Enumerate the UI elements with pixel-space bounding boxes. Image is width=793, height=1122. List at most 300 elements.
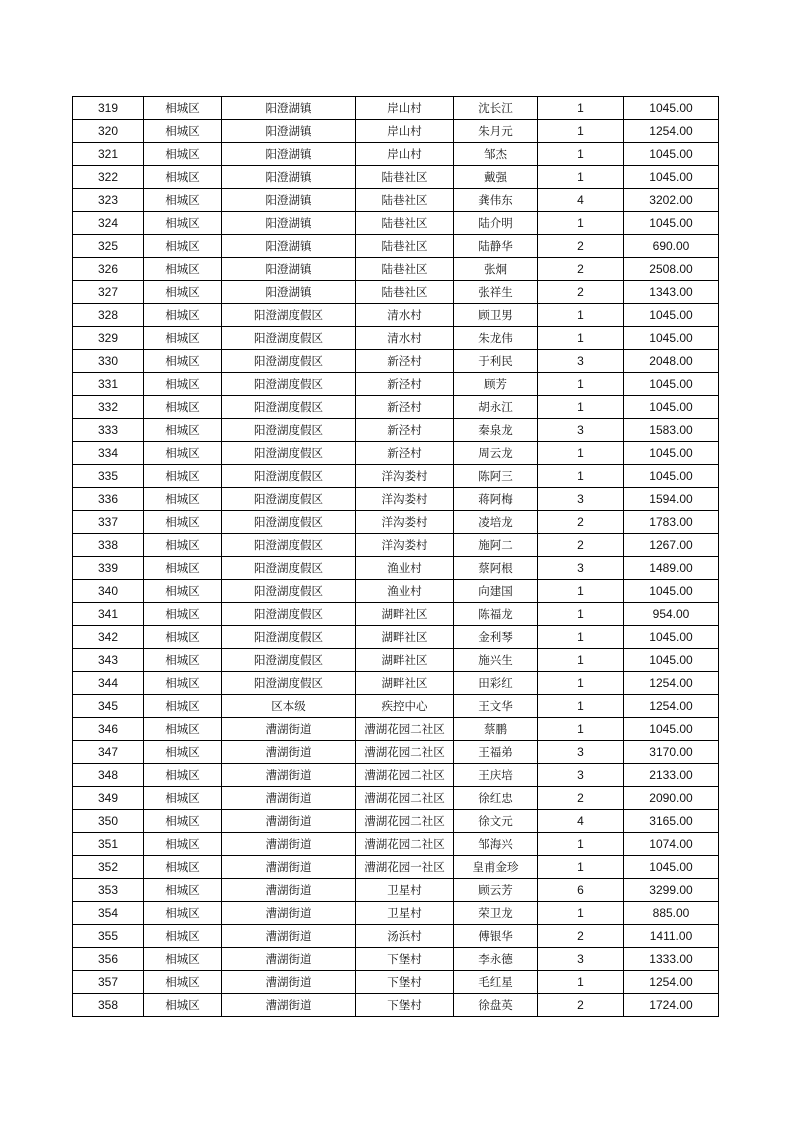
table-row xyxy=(73,350,719,373)
cell-village: 渔业村 xyxy=(356,557,454,580)
cell-name: 傅银华 xyxy=(454,925,538,948)
cell-name: 蒋阿梅 xyxy=(454,488,538,511)
cell-number: 337 xyxy=(73,511,144,534)
cell-village: 漕湖花园二社区 xyxy=(356,810,454,833)
cell-name: 李永德 xyxy=(454,948,538,971)
cell-village: 卫星村 xyxy=(356,902,454,925)
table-row xyxy=(73,557,719,580)
cell-village: 渔业村 xyxy=(356,580,454,603)
cell-village: 漕湖花园二社区 xyxy=(356,764,454,787)
cell-number: 338 xyxy=(73,534,144,557)
cell-village: 湖畔社区 xyxy=(356,603,454,626)
cell-amount: 1343.00 xyxy=(624,281,719,304)
cell-district: 相城区 xyxy=(144,419,222,442)
cell-town: 漕湖街道 xyxy=(222,879,356,902)
table-row xyxy=(73,833,719,856)
table-row xyxy=(73,373,719,396)
cell-amount: 1045.00 xyxy=(624,373,719,396)
cell-district: 相城区 xyxy=(144,580,222,603)
cell-number: 340 xyxy=(73,580,144,603)
cell-amount: 1724.00 xyxy=(624,994,719,1017)
cell-amount: 1783.00 xyxy=(624,511,719,534)
cell-name: 龚伟东 xyxy=(454,189,538,212)
cell-number: 335 xyxy=(73,465,144,488)
cell-count: 2 xyxy=(538,258,624,281)
cell-village: 漕湖花园二社区 xyxy=(356,787,454,810)
cell-count: 1 xyxy=(538,120,624,143)
cell-village: 陆巷社区 xyxy=(356,235,454,258)
cell-amount: 3165.00 xyxy=(624,810,719,833)
table-row xyxy=(73,327,719,350)
cell-count: 4 xyxy=(538,810,624,833)
cell-town: 阳澄湖度假区 xyxy=(222,511,356,534)
cell-name: 金利琴 xyxy=(454,626,538,649)
cell-town: 阳澄湖镇 xyxy=(222,97,356,120)
cell-name: 陈阿三 xyxy=(454,465,538,488)
cell-district: 相城区 xyxy=(144,672,222,695)
cell-number: 319 xyxy=(73,97,144,120)
cell-district: 相城区 xyxy=(144,511,222,534)
table-row xyxy=(73,787,719,810)
cell-village: 陆巷社区 xyxy=(356,281,454,304)
cell-district: 相城区 xyxy=(144,442,222,465)
cell-name: 徐盘英 xyxy=(454,994,538,1017)
cell-count: 1 xyxy=(538,166,624,189)
cell-number: 352 xyxy=(73,856,144,879)
cell-district: 相城区 xyxy=(144,833,222,856)
cell-number: 346 xyxy=(73,718,144,741)
table-body xyxy=(73,97,719,1017)
cell-count: 1 xyxy=(538,695,624,718)
cell-amount: 1045.00 xyxy=(624,166,719,189)
table-row xyxy=(73,189,719,212)
cell-number: 348 xyxy=(73,764,144,787)
cell-count: 2 xyxy=(538,534,624,557)
cell-count: 3 xyxy=(538,764,624,787)
cell-village: 新泾村 xyxy=(356,373,454,396)
cell-number: 334 xyxy=(73,442,144,465)
cell-number: 344 xyxy=(73,672,144,695)
cell-count: 1 xyxy=(538,97,624,120)
cell-count: 1 xyxy=(538,626,624,649)
cell-district: 相城区 xyxy=(144,971,222,994)
cell-amount: 1045.00 xyxy=(624,327,719,350)
cell-count: 3 xyxy=(538,419,624,442)
cell-town: 漕湖街道 xyxy=(222,718,356,741)
table-row xyxy=(73,442,719,465)
cell-amount: 2133.00 xyxy=(624,764,719,787)
cell-name: 凌培龙 xyxy=(454,511,538,534)
cell-village: 陆巷社区 xyxy=(356,166,454,189)
cell-name: 周云龙 xyxy=(454,442,538,465)
cell-district: 相城区 xyxy=(144,281,222,304)
cell-district: 相城区 xyxy=(144,327,222,350)
cell-district: 相城区 xyxy=(144,488,222,511)
cell-count: 3 xyxy=(538,948,624,971)
cell-district: 相城区 xyxy=(144,212,222,235)
cell-count: 6 xyxy=(538,879,624,902)
table-row xyxy=(73,212,719,235)
cell-name: 施兴生 xyxy=(454,649,538,672)
cell-village: 湖畔社区 xyxy=(356,672,454,695)
cell-village: 下堡村 xyxy=(356,971,454,994)
cell-district: 相城区 xyxy=(144,764,222,787)
cell-name: 胡永江 xyxy=(454,396,538,419)
table-row xyxy=(73,902,719,925)
cell-town: 漕湖街道 xyxy=(222,994,356,1017)
cell-town: 阳澄湖度假区 xyxy=(222,350,356,373)
cell-count: 1 xyxy=(538,971,624,994)
cell-town: 阳澄湖度假区 xyxy=(222,488,356,511)
cell-number: 329 xyxy=(73,327,144,350)
cell-name: 顾芳 xyxy=(454,373,538,396)
cell-amount: 1489.00 xyxy=(624,557,719,580)
cell-number: 345 xyxy=(73,695,144,718)
cell-amount: 954.00 xyxy=(624,603,719,626)
cell-count: 3 xyxy=(538,350,624,373)
cell-district: 相城区 xyxy=(144,856,222,879)
cell-number: 333 xyxy=(73,419,144,442)
cell-count: 1 xyxy=(538,442,624,465)
cell-town: 漕湖街道 xyxy=(222,810,356,833)
cell-town: 阳澄湖镇 xyxy=(222,212,356,235)
cell-count: 1 xyxy=(538,580,624,603)
cell-amount: 1074.00 xyxy=(624,833,719,856)
cell-count: 3 xyxy=(538,557,624,580)
cell-district: 相城区 xyxy=(144,810,222,833)
cell-district: 相城区 xyxy=(144,258,222,281)
table-row xyxy=(73,488,719,511)
cell-district: 相城区 xyxy=(144,879,222,902)
cell-town: 阳澄湖镇 xyxy=(222,189,356,212)
cell-district: 相城区 xyxy=(144,649,222,672)
cell-village: 新泾村 xyxy=(356,419,454,442)
table-row xyxy=(73,718,719,741)
cell-number: 320 xyxy=(73,120,144,143)
cell-amount: 885.00 xyxy=(624,902,719,925)
cell-count: 3 xyxy=(538,488,624,511)
cell-town: 漕湖街道 xyxy=(222,856,356,879)
cell-district: 相城区 xyxy=(144,396,222,419)
cell-town: 阳澄湖度假区 xyxy=(222,304,356,327)
cell-name: 蔡阿根 xyxy=(454,557,538,580)
cell-amount: 1045.00 xyxy=(624,856,719,879)
cell-village: 洋沟娄村 xyxy=(356,488,454,511)
cell-name: 张炯 xyxy=(454,258,538,281)
cell-town: 阳澄湖度假区 xyxy=(222,419,356,442)
cell-district: 相城区 xyxy=(144,902,222,925)
cell-town: 阳澄湖度假区 xyxy=(222,327,356,350)
cell-count: 2 xyxy=(538,511,624,534)
cell-amount: 2090.00 xyxy=(624,787,719,810)
cell-town: 阳澄湖度假区 xyxy=(222,649,356,672)
cell-amount: 1045.00 xyxy=(624,97,719,120)
cell-name: 皇甫金珍 xyxy=(454,856,538,879)
cell-district: 相城区 xyxy=(144,695,222,718)
cell-town: 阳澄湖镇 xyxy=(222,281,356,304)
cell-amount: 2048.00 xyxy=(624,350,719,373)
table-row xyxy=(73,971,719,994)
cell-district: 相城区 xyxy=(144,718,222,741)
cell-town: 阳澄湖度假区 xyxy=(222,373,356,396)
cell-town: 阳澄湖镇 xyxy=(222,166,356,189)
cell-count: 1 xyxy=(538,465,624,488)
cell-town: 阳澄湖度假区 xyxy=(222,603,356,626)
table-row xyxy=(73,856,719,879)
cell-name: 田彩红 xyxy=(454,672,538,695)
cell-amount: 1045.00 xyxy=(624,465,719,488)
cell-amount: 1267.00 xyxy=(624,534,719,557)
cell-town: 阳澄湖度假区 xyxy=(222,557,356,580)
cell-district: 相城区 xyxy=(144,948,222,971)
cell-count: 2 xyxy=(538,787,624,810)
cell-name: 蔡鹏 xyxy=(454,718,538,741)
table-row xyxy=(73,97,719,120)
cell-name: 陆静华 xyxy=(454,235,538,258)
cell-town: 阳澄湖度假区 xyxy=(222,442,356,465)
cell-name: 徐文元 xyxy=(454,810,538,833)
cell-district: 相城区 xyxy=(144,787,222,810)
cell-village: 疾控中心 xyxy=(356,695,454,718)
table-row xyxy=(73,580,719,603)
cell-district: 相城区 xyxy=(144,603,222,626)
table-row xyxy=(73,695,719,718)
cell-amount: 3202.00 xyxy=(624,189,719,212)
cell-town: 漕湖街道 xyxy=(222,833,356,856)
cell-amount: 1594.00 xyxy=(624,488,719,511)
cell-number: 327 xyxy=(73,281,144,304)
cell-count: 1 xyxy=(538,902,624,925)
table-row xyxy=(73,764,719,787)
cell-count: 1 xyxy=(538,373,624,396)
cell-count: 1 xyxy=(538,718,624,741)
cell-district: 相城区 xyxy=(144,350,222,373)
cell-number: 358 xyxy=(73,994,144,1017)
cell-number: 324 xyxy=(73,212,144,235)
table-row xyxy=(73,626,719,649)
cell-name: 顾云芳 xyxy=(454,879,538,902)
cell-number: 342 xyxy=(73,626,144,649)
cell-amount: 1045.00 xyxy=(624,718,719,741)
cell-district: 相城区 xyxy=(144,166,222,189)
cell-village: 陆巷社区 xyxy=(356,258,454,281)
cell-number: 350 xyxy=(73,810,144,833)
table-row xyxy=(73,534,719,557)
cell-count: 1 xyxy=(538,304,624,327)
cell-amount: 3299.00 xyxy=(624,879,719,902)
cell-village: 卫星村 xyxy=(356,879,454,902)
cell-town: 阳澄湖镇 xyxy=(222,235,356,258)
cell-town: 区本级 xyxy=(222,695,356,718)
cell-name: 沈长江 xyxy=(454,97,538,120)
cell-name: 施阿二 xyxy=(454,534,538,557)
cell-number: 343 xyxy=(73,649,144,672)
cell-number: 336 xyxy=(73,488,144,511)
cell-name: 朱龙伟 xyxy=(454,327,538,350)
table-row xyxy=(73,948,719,971)
cell-town: 漕湖街道 xyxy=(222,764,356,787)
data-table xyxy=(72,96,719,1017)
table-row xyxy=(73,741,719,764)
cell-name: 邹杰 xyxy=(454,143,538,166)
cell-number: 322 xyxy=(73,166,144,189)
cell-amount: 1583.00 xyxy=(624,419,719,442)
cell-number: 339 xyxy=(73,557,144,580)
cell-town: 阳澄湖度假区 xyxy=(222,626,356,649)
cell-amount: 3170.00 xyxy=(624,741,719,764)
cell-village: 岸山村 xyxy=(356,97,454,120)
cell-town: 阳澄湖度假区 xyxy=(222,534,356,557)
cell-number: 349 xyxy=(73,787,144,810)
cell-name: 朱月元 xyxy=(454,120,538,143)
cell-district: 相城区 xyxy=(144,741,222,764)
table-row xyxy=(73,143,719,166)
cell-town: 阳澄湖度假区 xyxy=(222,580,356,603)
cell-amount: 1045.00 xyxy=(624,143,719,166)
cell-town: 漕湖街道 xyxy=(222,902,356,925)
cell-village: 陆巷社区 xyxy=(356,212,454,235)
cell-town: 阳澄湖镇 xyxy=(222,143,356,166)
cell-number: 357 xyxy=(73,971,144,994)
cell-number: 355 xyxy=(73,925,144,948)
table-row xyxy=(73,304,719,327)
cell-name: 陆介明 xyxy=(454,212,538,235)
cell-district: 相城区 xyxy=(144,189,222,212)
cell-village: 新泾村 xyxy=(356,350,454,373)
cell-amount: 1254.00 xyxy=(624,695,719,718)
cell-count: 1 xyxy=(538,143,624,166)
cell-number: 331 xyxy=(73,373,144,396)
table-row xyxy=(73,879,719,902)
cell-count: 2 xyxy=(538,235,624,258)
cell-name: 王庆培 xyxy=(454,764,538,787)
table-row xyxy=(73,603,719,626)
cell-village: 洋沟娄村 xyxy=(356,511,454,534)
cell-count: 4 xyxy=(538,189,624,212)
cell-count: 2 xyxy=(538,281,624,304)
cell-town: 漕湖街道 xyxy=(222,925,356,948)
cell-village: 新泾村 xyxy=(356,396,454,419)
cell-name: 张祥生 xyxy=(454,281,538,304)
cell-town: 阳澄湖度假区 xyxy=(222,465,356,488)
cell-village: 汤浜村 xyxy=(356,925,454,948)
cell-village: 漕湖花园二社区 xyxy=(356,741,454,764)
cell-town: 漕湖街道 xyxy=(222,971,356,994)
cell-district: 相城区 xyxy=(144,465,222,488)
table-row xyxy=(73,994,719,1017)
cell-name: 王文华 xyxy=(454,695,538,718)
cell-amount: 1045.00 xyxy=(624,626,719,649)
cell-amount: 1045.00 xyxy=(624,304,719,327)
cell-number: 341 xyxy=(73,603,144,626)
cell-amount: 1254.00 xyxy=(624,672,719,695)
cell-count: 1 xyxy=(538,603,624,626)
cell-number: 347 xyxy=(73,741,144,764)
cell-count: 2 xyxy=(538,925,624,948)
cell-name: 荣卫龙 xyxy=(454,902,538,925)
cell-district: 相城区 xyxy=(144,235,222,258)
cell-number: 332 xyxy=(73,396,144,419)
cell-village: 清水村 xyxy=(356,327,454,350)
cell-village: 漕湖花园二社区 xyxy=(356,718,454,741)
cell-number: 353 xyxy=(73,879,144,902)
cell-village: 漕湖花园二社区 xyxy=(356,833,454,856)
cell-name: 秦泉龙 xyxy=(454,419,538,442)
cell-town: 漕湖街道 xyxy=(222,948,356,971)
cell-count: 2 xyxy=(538,994,624,1017)
cell-count: 1 xyxy=(538,672,624,695)
cell-name: 王福弟 xyxy=(454,741,538,764)
cell-amount: 1045.00 xyxy=(624,212,719,235)
cell-village: 洋沟娄村 xyxy=(356,465,454,488)
cell-count: 1 xyxy=(538,649,624,672)
cell-village: 洋沟娄村 xyxy=(356,534,454,557)
cell-village: 下堡村 xyxy=(356,948,454,971)
table-row xyxy=(73,166,719,189)
cell-name: 于利民 xyxy=(454,350,538,373)
table-row xyxy=(73,396,719,419)
cell-number: 323 xyxy=(73,189,144,212)
cell-district: 相城区 xyxy=(144,626,222,649)
cell-amount: 690.00 xyxy=(624,235,719,258)
cell-village: 清水村 xyxy=(356,304,454,327)
table-row xyxy=(73,649,719,672)
cell-amount: 1045.00 xyxy=(624,649,719,672)
cell-district: 相城区 xyxy=(144,925,222,948)
cell-amount: 1045.00 xyxy=(624,580,719,603)
cell-amount: 1045.00 xyxy=(624,396,719,419)
cell-amount: 1254.00 xyxy=(624,120,719,143)
cell-number: 330 xyxy=(73,350,144,373)
cell-count: 1 xyxy=(538,212,624,235)
cell-number: 325 xyxy=(73,235,144,258)
table-row xyxy=(73,120,719,143)
cell-village: 湖畔社区 xyxy=(356,626,454,649)
table-row xyxy=(73,672,719,695)
cell-village: 湖畔社区 xyxy=(356,649,454,672)
cell-town: 阳澄湖镇 xyxy=(222,120,356,143)
cell-name: 戴强 xyxy=(454,166,538,189)
table-row xyxy=(73,235,719,258)
cell-town: 阳澄湖镇 xyxy=(222,258,356,281)
cell-district: 相城区 xyxy=(144,373,222,396)
cell-amount: 1045.00 xyxy=(624,442,719,465)
cell-count: 1 xyxy=(538,327,624,350)
cell-amount: 2508.00 xyxy=(624,258,719,281)
cell-village: 岸山村 xyxy=(356,143,454,166)
table-row xyxy=(73,281,719,304)
cell-village: 陆巷社区 xyxy=(356,189,454,212)
cell-count: 3 xyxy=(538,741,624,764)
cell-number: 321 xyxy=(73,143,144,166)
cell-district: 相城区 xyxy=(144,534,222,557)
cell-district: 相城区 xyxy=(144,97,222,120)
cell-town: 阳澄湖度假区 xyxy=(222,396,356,419)
cell-town: 漕湖街道 xyxy=(222,741,356,764)
cell-name: 徐红忠 xyxy=(454,787,538,810)
cell-name: 毛红星 xyxy=(454,971,538,994)
cell-number: 354 xyxy=(73,902,144,925)
cell-amount: 1411.00 xyxy=(624,925,719,948)
cell-district: 相城区 xyxy=(144,994,222,1017)
cell-count: 1 xyxy=(538,833,624,856)
cell-town: 漕湖街道 xyxy=(222,787,356,810)
cell-name: 邹海兴 xyxy=(454,833,538,856)
cell-village: 新泾村 xyxy=(356,442,454,465)
cell-name: 向建国 xyxy=(454,580,538,603)
table-row xyxy=(73,465,719,488)
cell-count: 1 xyxy=(538,396,624,419)
